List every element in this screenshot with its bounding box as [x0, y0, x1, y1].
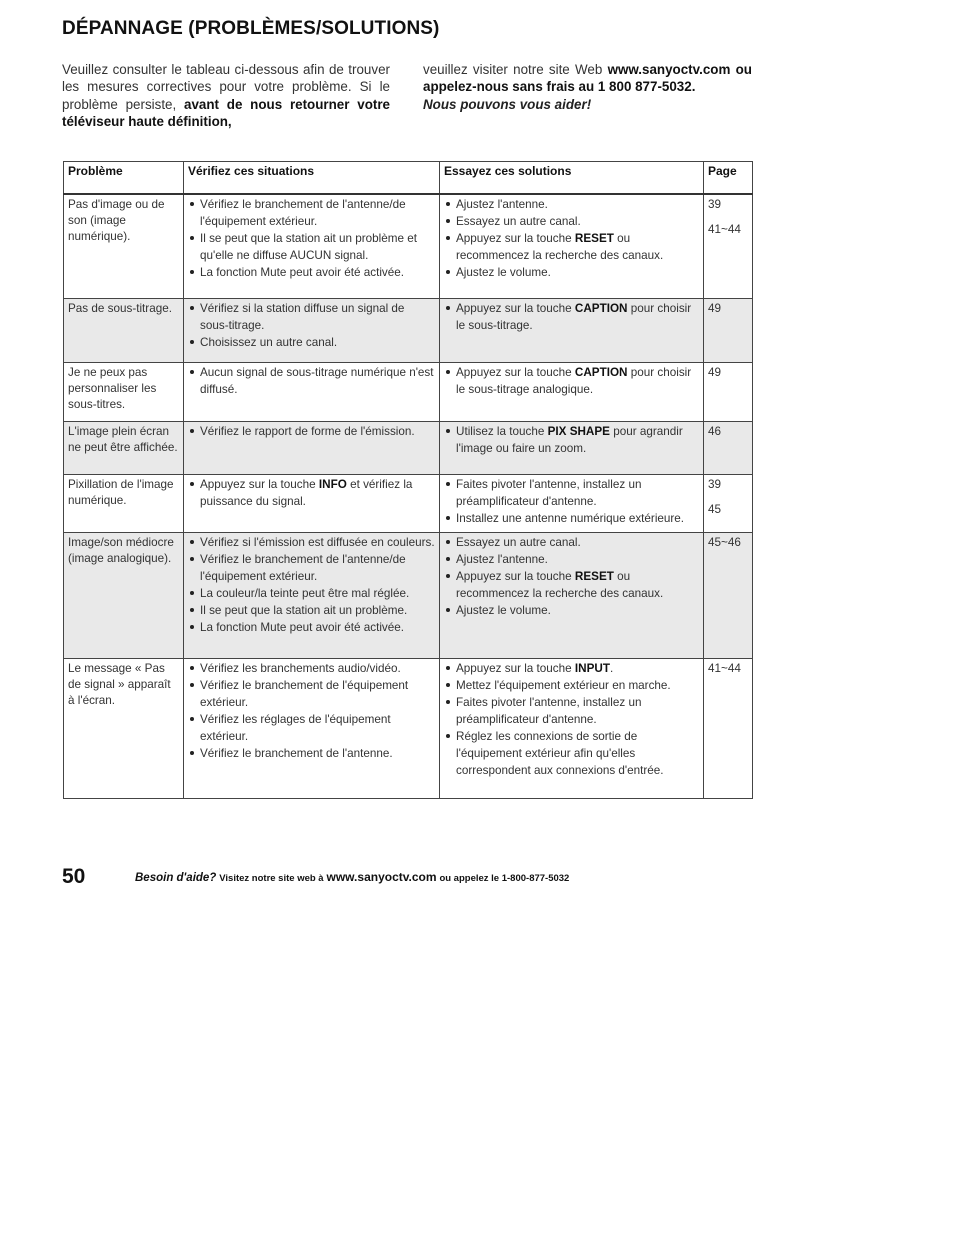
list-item — [444, 230, 699, 264]
item-text: pour choisir le sous-titrage. — [456, 301, 692, 332]
item-text: Vérifiez si l'émission est diffusée en couleurs. — [200, 535, 435, 549]
page-ref: 49 — [708, 365, 722, 379]
problem-cell: L'image plein écran ne peut être affichée. — [64, 421, 184, 474]
problem-cell: Image/son médiocre (image analogique). — [64, 532, 184, 658]
page-cell — [704, 658, 753, 798]
list-item — [188, 602, 435, 619]
item-text: Il se peut que la station ait un problème et qu'elle ne diffuse AUCUN signal. — [200, 232, 418, 262]
check-cell — [184, 658, 440, 798]
intro-paragraph-right — [423, 61, 752, 113]
list-item — [188, 534, 435, 551]
list-item — [188, 230, 435, 264]
page-ref: 45 — [708, 502, 722, 516]
list-item — [444, 534, 699, 551]
item-text: Faites pivoter l'antenne, installez un préamplificateur d'antenne. — [456, 695, 642, 726]
bullet-list — [188, 423, 435, 440]
table-row — [64, 474, 753, 532]
solution-cell — [440, 658, 704, 798]
list-item — [188, 334, 435, 351]
list-item — [188, 264, 435, 281]
list-item — [188, 300, 435, 334]
table-body — [64, 194, 753, 798]
item-text: Vérifiez le branchement de l'équipement extérieur. — [200, 678, 409, 709]
item-text: Mettez l'équipement extérieur en marche. — [456, 678, 671, 692]
check-cell — [184, 194, 440, 298]
item-text: La fonction Mute peut avoir été activée. — [200, 620, 405, 634]
check-cell — [184, 362, 440, 421]
page-ref: 49 — [708, 301, 722, 315]
item-text: Essayez un autre canal. — [456, 215, 581, 228]
footer-visit: Visitez notre site web à — [219, 873, 324, 884]
table-row — [64, 532, 753, 658]
page-ref: 39 — [708, 477, 722, 491]
solution-cell — [440, 532, 704, 658]
problem-cell: Pas d'image ou de son (image numérique). — [64, 194, 184, 298]
item-text: Appuyez sur la touche — [456, 232, 575, 245]
header-check: Vérifiez ces situations — [184, 162, 440, 195]
item-text: Ajustez le volume. — [456, 603, 551, 617]
bullet-list — [188, 364, 435, 398]
table-row — [64, 658, 753, 798]
list-item — [188, 677, 435, 711]
item-text: Appuyez sur la touche — [200, 477, 319, 491]
list-item — [188, 551, 435, 585]
item-text: Vérifiez le branchement de l'antenne/de l'équipement extérieur. — [200, 552, 406, 583]
list-item — [444, 300, 699, 334]
bullet-list — [188, 196, 435, 281]
item-text: ou recommencez la recherche des canaux. — [456, 232, 664, 262]
item-text: ou recommencez la recherche des canaux. — [456, 569, 664, 600]
item-text: Essayez un autre canal. — [456, 535, 581, 549]
list-item — [444, 213, 699, 230]
item-text: Faites pivoter l'antenne, installez un préamplificateur d'antenne. — [456, 477, 642, 508]
list-item — [188, 476, 435, 510]
page-cell — [704, 421, 753, 474]
troubleshooting-table — [63, 161, 753, 799]
list-item — [444, 196, 699, 213]
bullet-list — [444, 660, 699, 779]
footer-url[interactable]: www.sanyoctv.com — [326, 870, 437, 884]
phone-text: ou appelez-nous sans frais au 1 800 877-5032. — [423, 62, 752, 95]
page-ref: 41~44 — [708, 223, 741, 236]
page-ref: 41~44 — [708, 661, 741, 675]
solution-cell — [440, 362, 704, 421]
page-ref: 45~46 — [708, 535, 741, 549]
list-item — [444, 568, 699, 602]
check-cell — [184, 474, 440, 532]
list-item — [188, 745, 435, 762]
item-text: Vérifiez les réglages de l'équipement extérieur. — [200, 712, 391, 743]
footer-help: Besoin d'aide? — [135, 872, 217, 884]
button-name: RESET — [574, 569, 614, 583]
page-cell — [704, 194, 753, 298]
list-item — [444, 660, 699, 677]
problem-cell: Je ne peux pas personnaliser les sous-titres. — [64, 362, 184, 421]
page-cell — [704, 298, 753, 362]
footer — [135, 870, 569, 884]
list-item — [444, 677, 699, 694]
item-text: Appuyez sur la touche — [456, 365, 575, 379]
item-text: Vérifiez le branchement de l'antenne/de l'équipement extérieur. — [200, 198, 406, 228]
list-item — [444, 694, 699, 728]
solution-cell — [440, 421, 704, 474]
item-text: Appuyez sur la touche — [456, 661, 575, 675]
problem-cell: Pixillation de l'image numérique. — [64, 474, 184, 532]
item-text: Réglez les connexions de sortie de l'équipement extérieur afin qu'elles correspondent aux connexions d'entrée. — [456, 729, 664, 777]
item-text: Vérifiez si la station diffuse un signal de sous-titrage. — [200, 301, 405, 332]
header-problem: Problème — [64, 162, 184, 195]
page-ref: 39 — [708, 198, 722, 211]
list-item — [188, 711, 435, 745]
list-item — [444, 602, 699, 619]
bullet-list — [188, 660, 435, 762]
item-text: Appuyez sur la touche — [456, 301, 575, 315]
list-item — [188, 660, 435, 677]
bullet-list — [444, 423, 699, 457]
page-title: DÉPANNAGE (PROBLÈMES/SOLUTIONS) — [62, 18, 440, 39]
header-try: Essayez ces solutions — [440, 162, 704, 195]
bullet-list — [444, 364, 699, 398]
list-item — [188, 619, 435, 636]
intro-right-text: veuillez visiter notre site Web — [423, 62, 608, 77]
check-cell — [184, 298, 440, 362]
item-text: Ajustez le volume. — [456, 266, 551, 279]
item-text: Vérifiez le branchement de l'antenne. — [200, 746, 393, 760]
intro-left-text: Veuillez consulter le tableau ci-dessous afin de trouver les mesures correctives pour votre problème. Si le problème persiste, — [62, 62, 390, 112]
button-name: PIX SHAPE — [547, 424, 610, 438]
page-number: 50 — [62, 865, 86, 888]
problem-cell: Le message « Pas de signal » apparaît à l'écran. — [64, 658, 184, 798]
item-text: pour agrandir l'image ou faire un zoom. — [456, 424, 683, 455]
item-text: Vérifiez les branchements audio/vidéo. — [200, 661, 401, 675]
button-name: INFO — [318, 477, 347, 491]
table-header-row — [64, 162, 753, 195]
bullet-list — [444, 476, 699, 527]
website-link[interactable]: www.sanyoctv.com — [607, 62, 731, 77]
bullet-list — [444, 534, 699, 619]
item-text: Utilisez la touche — [456, 424, 548, 438]
check-cell — [184, 421, 440, 474]
bullet-list — [188, 476, 435, 510]
footer-call: ou appelez le 1-800-877-5032 — [439, 873, 570, 884]
problem-cell: Pas de sous-titrage. — [64, 298, 184, 362]
list-item — [188, 585, 435, 602]
check-cell — [184, 532, 440, 658]
page-cell — [704, 362, 753, 421]
solution-cell — [440, 474, 704, 532]
button-name: CAPTION — [574, 365, 628, 379]
item-text: . — [609, 661, 614, 675]
list-item — [188, 196, 435, 230]
list-item — [444, 423, 699, 457]
item-text: Installez une antenne numérique extérieure. — [456, 511, 685, 525]
solution-cell — [440, 298, 704, 362]
table-row — [64, 362, 753, 421]
item-text: Ajustez l'antenne. — [456, 552, 548, 566]
list-item — [444, 551, 699, 568]
item-text: La couleur/la teinte peut être mal réglée. — [200, 586, 410, 600]
table-row — [64, 194, 753, 298]
header-page: Page — [704, 162, 753, 195]
table-row — [64, 421, 753, 474]
solution-cell — [440, 194, 704, 298]
item-text: Choisissez un autre canal. — [200, 335, 338, 349]
list-item — [444, 264, 699, 281]
item-text: pour choisir le sous-titrage analogique. — [456, 365, 692, 396]
intro-paragraph-left — [62, 61, 390, 130]
page-cell — [704, 532, 753, 658]
item-text: Ajustez l'antenne. — [456, 198, 548, 211]
table-row — [64, 298, 753, 362]
bullet-list — [188, 534, 435, 636]
list-item — [444, 364, 699, 398]
bullet-list — [444, 300, 699, 334]
item-text: Aucun signal de sous-titrage numérique n'est diffusé. — [200, 365, 434, 396]
page-ref: 46 — [708, 424, 722, 438]
list-item — [444, 728, 699, 779]
list-item — [188, 364, 435, 398]
intro-left-bold: avant de nous retourner votre téléviseur haute définition, — [62, 96, 390, 129]
button-name: RESET — [574, 232, 614, 245]
item-text: Il se peut que la station ait un problème. — [200, 603, 408, 617]
bullet-list — [188, 300, 435, 351]
item-text: Appuyez sur la touche — [456, 569, 575, 583]
item-text: La fonction Mute peut avoir été activée. — [200, 266, 405, 279]
item-text: Vérifiez le rapport de forme de l'émission. — [200, 424, 415, 438]
tagline: Nous pouvons vous aider! — [423, 96, 592, 112]
item-text: et vérifiez la puissance du signal. — [200, 477, 413, 508]
button-name: INPUT — [574, 661, 610, 675]
page-cell — [704, 474, 753, 532]
list-item — [444, 476, 699, 510]
list-item — [188, 423, 435, 440]
list-item — [444, 510, 699, 527]
button-name: CAPTION — [574, 301, 628, 315]
bullet-list — [444, 196, 699, 281]
